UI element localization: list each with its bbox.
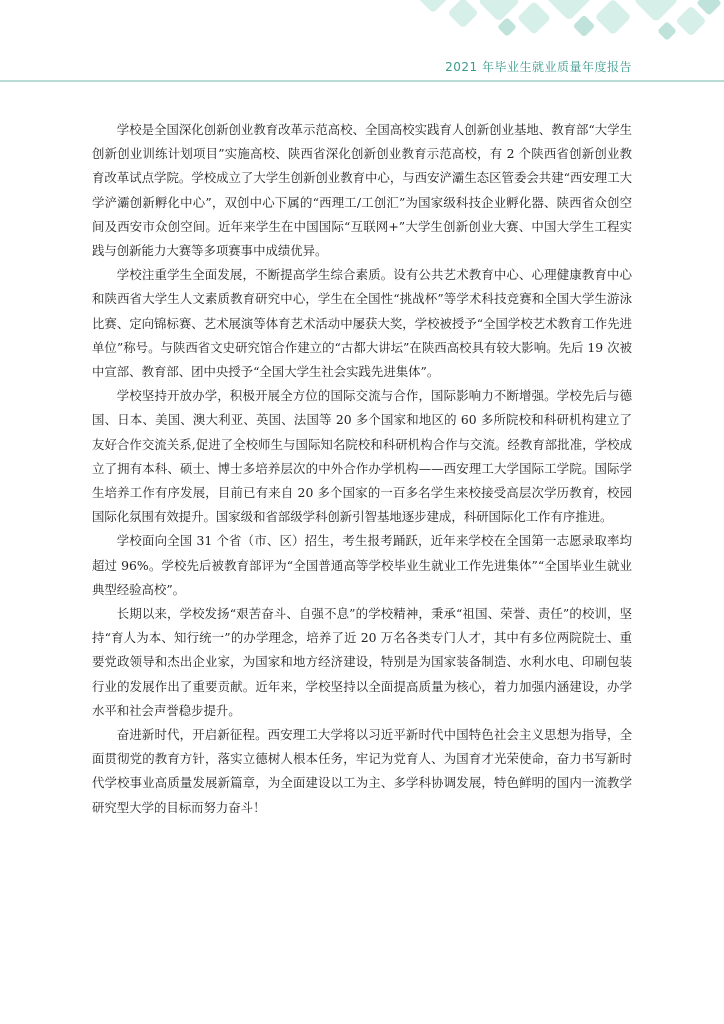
paragraph-international: 学校坚持开放办学，积极开展全方位的国际交流与合作，国际影响力不断增强。学校先后与德国、日本、美国、澳大利亚、英国、法国等 20 多个国家和地区的 60 多所院校和科研机构建立了友好合作交流关系,促进了全校师生与国际知名院校和科研机构合作与交流。经教育部批准，学校成立了拥有本科、硕士、博士多培养层次的中外合作办学机构——西安理工大学国际工学院。国际学生培养工作有序发展，目前已有来自 20 多个国家的一百多名学生来校接受高层次学历教育，校园国际化氛围有效提升。国家级和省部级学科创新引智基地逐步建成，科研国际化工作有序推进。	[92, 388, 632, 525]
body-text	[92, 118, 632, 820]
paragraph-new-era: 奋进新时代，开启新征程。西安理工大学将以习近平新时代中国特色社会主义思想为指导，全面贯彻党的教育方针，落实立德树人根本任务，牢记为党育人、为国育才光荣使命，奋力书写新时代学校事业高质量发展新篇章，为全面建设以工为主、多学科协调发展，特色鲜明的国内一流教学研究型大学的目标而努力奋斗！	[92, 727, 632, 815]
paragraph-innovation: 学校是全国深化创新创业教育改革示范高校、全国高校实践育人创新创业基地、教育部“大学生创新创业训练计划项目”实施高校、陕西省深化创新创业教育示范高校，有 2 个陕西省创新创业教育改革试点学院。学校成立了大学生创新创业教育中心，与西安浐灞生态区管委会共建“西安理工大学浐灞创新孵化中心”，双创中心下属的“西理工/工创汇”为国家级科技企业孵化器、陕西省众创空间及西安市众创空间。近年来学生在中国国际“互联网+”大学生创新创业大赛、中国大学生工程实践与创新能力大赛等多项赛事中成绩优异。	[92, 122, 632, 259]
paragraph-enrollment: 学校面向全国 31 个省（市、区）招生，考生报考踊跃，近年来学校在全国第一志愿录取率均超过 96%。学校先后被教育部评为“全国普通高等学校毕业生就业工作先进集体”“全国毕业生就业典型经验高校”。	[92, 533, 632, 597]
paragraph-history: 长期以来，学校发扬“艰苦奋斗、自强不息”的学校精神，秉承“祖国、荣誉、责任”的校训，坚持“育人为本、知行统一”的办学理念，培养了近 20 万名各类专门人才，其中有多位两院院士、重要党政领导和杰出企业家，为国家和地方经济建设，特别是为国家装备制造、水利水电、印刷包装行业的发展作出了重要贡献。近年来，学校坚持以全面提高质量为核心，着力加强内涵建设，办学水平和社会声誉稳步提升。	[92, 606, 632, 718]
paragraph-student-development: 学校注重学生全面发展，不断提高学生综合素质。设有公共艺术教育中心、心理健康教育中心和陕西省大学生人文素质教育研究中心，学生在全国性“挑战杯”等学术科技竞赛和全国大学生游泳比赛、定向锦标赛、艺术展演等体育艺术活动中屡获大奖，学校被授予“全国学校艺术教育工作先进单位”称号。与陕西省文史研究馆合作建立的“古都大讲坛”在陕西高校具有较大影响。先后 19 次被中宣部、教育部、团中央授予“全国大学生社会实践先进集体”。	[92, 267, 632, 380]
report-header-title: 2021 年毕业生就业质量年度报告	[445, 60, 632, 74]
header-divider	[0, 80, 724, 82]
decorative-header-pattern	[0, 0, 724, 60]
